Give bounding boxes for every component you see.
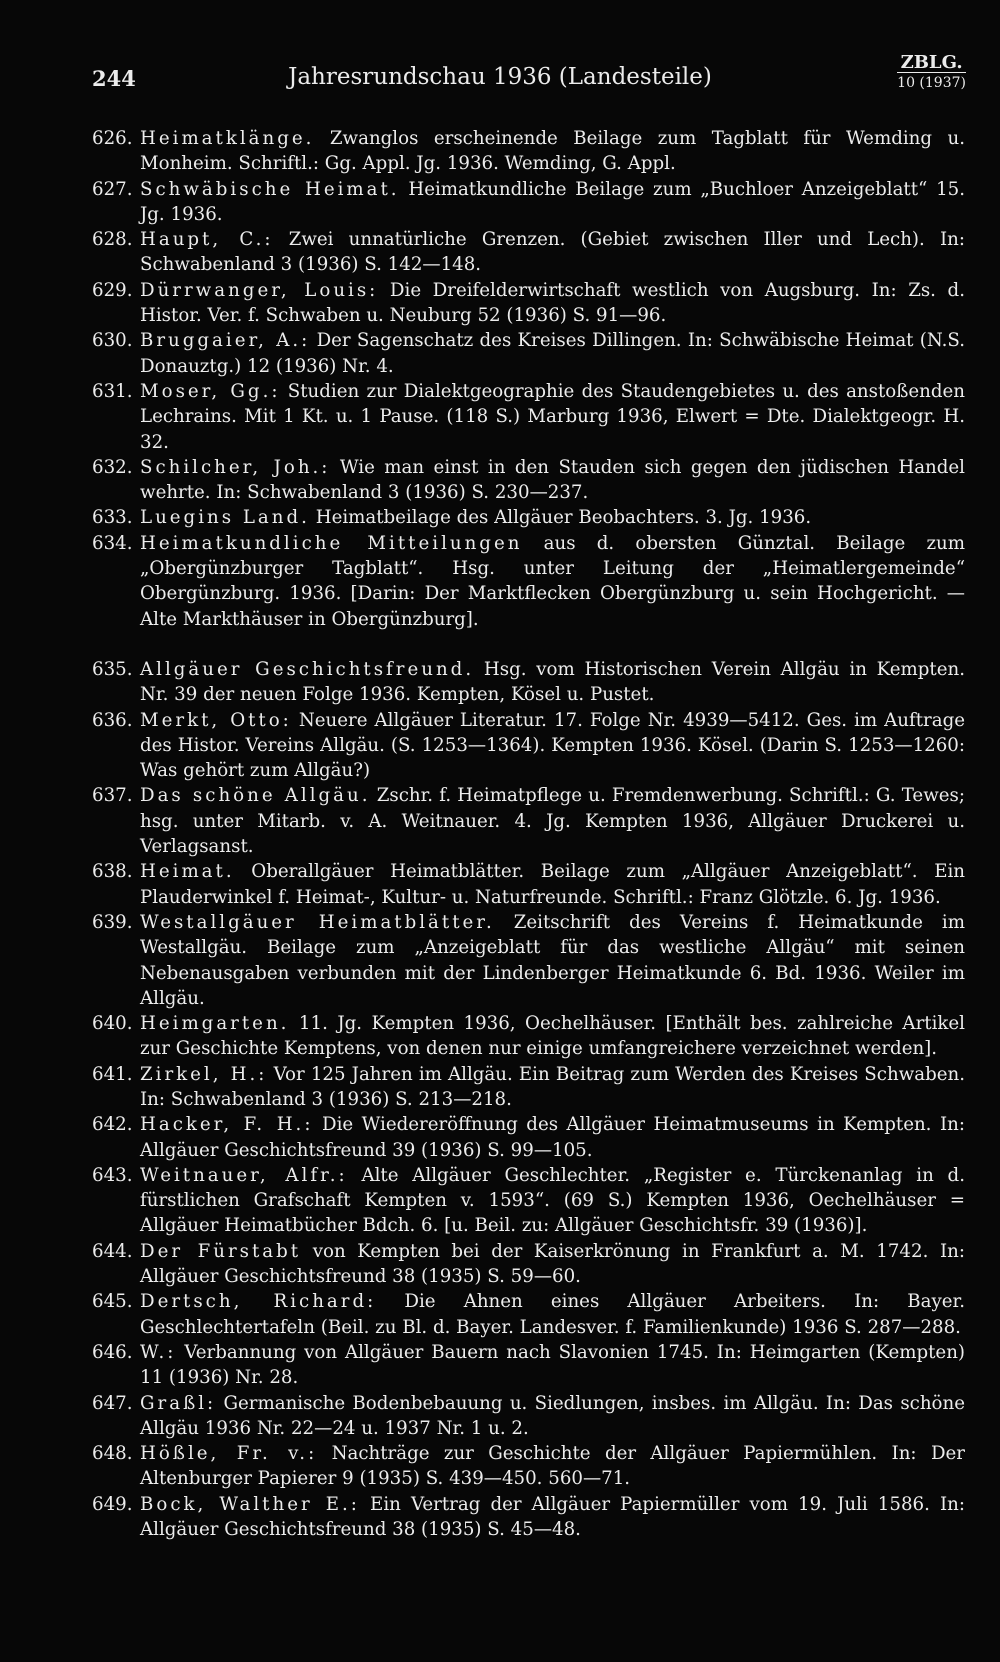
entry-number: 632. xyxy=(92,456,133,478)
bibliography-entry-642 xyxy=(92,1112,965,1163)
entry-text: Die Dreifelderwirtschaft westlich von Augsburg. In: Zs. d. Histor. Ver. f. Schwaben u. Neuburg 52 (1936) S. 91—96. xyxy=(140,279,965,327)
entry-text: aus d. obersten Günztal. Beilage zum „Obergünzburger Tagblatt“. Hsg. unter Leitung der „Heimatlergemeinde“ Obergünzburg. 1936. [Darin: Der Marktflecken Obergünzburg u. sein Hochgericht. — Alte Markthäuser in Obergünzburg]. xyxy=(140,532,965,630)
entry-number: 648. xyxy=(92,1443,133,1465)
entry-number: 646. xyxy=(92,1341,133,1363)
entry-keyword: Westallgäuer Heimatblätter. xyxy=(140,911,495,933)
entry-number: 634. xyxy=(92,532,133,554)
entry-text: Neuere Allgäuer Literatur. 17. Folge Nr. 4939—5412. Ges. im Auftrage des Histor. Vereins Allgäu. (S. 1253—1364). Kempten 1936. Kösel. (Darin S. 1253—1260: Was gehört zum Allgäu?) xyxy=(140,709,966,782)
entry-keyword: Graßl: xyxy=(140,1392,217,1414)
bibliography-entry-631 xyxy=(92,379,965,455)
entry-keyword: Das schöne Allgäu. xyxy=(140,785,371,807)
entry-number: 633. xyxy=(92,507,133,529)
entry-keyword: Hacker, F. H.: xyxy=(140,1114,314,1136)
entry-number: 649. xyxy=(92,1493,133,1515)
bibliography-entry-632 xyxy=(92,455,965,506)
running-title: Jahresrundschau 1936 (Landesteile) xyxy=(288,64,712,90)
entry-text: 11. Jg. Kempten 1936, Oechelhäuser. [Enthält bes. zahlreiche Artikel zur Geschichte Kemptens, von denen nur einige umfangreichere verzeichnet werden]. xyxy=(140,1013,965,1060)
entry-number: 637. xyxy=(92,785,133,807)
entry-text: Der Sagenschatz des Kreises Dillingen. In: Schwäbische Heimat (N.S. Donauztg.) 12 (1936) Nr. 4. xyxy=(140,330,965,377)
entry-text: Nachträge zur Geschichte der Allgäuer Papiermühlen. In: Der Altenburger Papierer 9 (1935) S. 439—450. 560—71. xyxy=(140,1443,965,1490)
entry-keyword: Merkt, Otto: xyxy=(140,709,292,731)
entry-keyword: Bock, Walther E.: xyxy=(140,1493,360,1515)
entry-keyword: Bruggaier, A.: xyxy=(140,330,311,352)
entry-number: 638. xyxy=(92,861,133,883)
entry-keyword: Heimgarten. xyxy=(140,1013,290,1035)
entry-number: 639. xyxy=(92,911,133,933)
bibliography-entry-645 xyxy=(92,1289,965,1340)
entry-number: 626. xyxy=(92,128,133,149)
bibliography-entry-627 xyxy=(92,177,965,228)
entry-text: Germanische Bodenbebauung u. Siedlungen, insbes. im Allgäu. In: Das schöne Allgäu 1936 Nr. 22—24 u. 1937 Nr. 1 u. 2. xyxy=(140,1392,965,1439)
bibliography-entry-649 xyxy=(92,1492,965,1543)
entry-keyword: Heimat. xyxy=(140,861,235,883)
entry-text: Oberallgäuer Heimatblätter. Beilage zum „Allgäuer Anzeigeblatt“. Ein Plauderwinkel f. Heimat-, Kultur- u. Naturfreunde. Schriftl.: Franz Glötzle. 6. Jg. 1936. xyxy=(140,861,965,908)
page-header xyxy=(0,52,1000,102)
bibliography-entry-635 xyxy=(92,657,965,708)
bibliography-entry-637 xyxy=(92,783,965,859)
entry-number: 640. xyxy=(92,1013,133,1035)
entry-keyword: Weitnauer, Alfr.: xyxy=(140,1164,348,1186)
bibliography-entry-638 xyxy=(92,859,965,910)
entry-keyword: Allgäuer Geschichtsfreund. xyxy=(140,658,475,680)
journal-abbreviation: ZBLG. xyxy=(900,52,963,73)
page-number: 244 xyxy=(92,66,136,91)
entry-number: 643. xyxy=(92,1164,133,1186)
entry-keyword: Moser, Gg.: xyxy=(140,380,281,402)
entry-number: 644. xyxy=(92,1240,133,1262)
bibliography-entry-633 xyxy=(92,505,965,530)
bibliography-entry-644 xyxy=(92,1239,965,1290)
entry-number: 636. xyxy=(92,709,133,731)
bibliography-entry-639 xyxy=(92,910,965,1011)
entry-keyword: Der Fürstabt xyxy=(140,1240,302,1262)
entry-text: von Kempten bei der Kaiserkrönung in Frankfurt a. M. 1742. In: Allgäuer Geschichtsfreund 38 (1935) S. 59—60. xyxy=(140,1240,965,1288)
entry-text: Heimatkundliche Beilage zum „Buchloer Anzeigeblatt“ 15. Jg. 1936. xyxy=(140,178,965,225)
entry-text: Vor 125 Jahren im Allgäu. Ein Beitrag zum Werden des Kreises Schwaben. In: Schwabenland 3 (1936) S. 213—218. xyxy=(140,1063,965,1110)
bibliography-list xyxy=(92,126,965,1542)
bibliography-entry-629 xyxy=(92,278,965,329)
bibliography-entry-646 xyxy=(92,1340,965,1391)
entry-keyword: W.: xyxy=(140,1341,177,1363)
journal-signature xyxy=(897,54,966,92)
entry-keyword: Haupt, C.: xyxy=(140,229,274,251)
entry-text: Hsg. vom Historischen Verein Allgäu in Kempten. Nr. 39 der neuen Folge 1936. Kempten, Kösel u. Pustet. xyxy=(140,658,965,706)
entry-text: Zeitschrift des Vereins f. Heimatkunde im Westallgäu. Beilage zum „Anzeigeblatt für das westliche Allgäu“ mit seinen Nebenausgaben verbunden mit der Lindenberger Heimatkunde 6. Bd. 1936. Weiler im Allgäu. xyxy=(140,911,965,1009)
entry-number: 642. xyxy=(92,1114,133,1136)
entry-keyword: Dertsch, Richard: xyxy=(140,1291,377,1313)
bibliography-entry-641 xyxy=(92,1062,965,1113)
entry-text: Die Wiedereröffnung des Allgäuer Heimatmuseums in Kempten. In: Allgäuer Geschichtsfreund 39 (1936) S. 99—105. xyxy=(140,1114,965,1161)
entry-number: 647. xyxy=(92,1392,133,1414)
bibliography-entry-636 xyxy=(92,708,965,784)
entry-text: Verbannung von Allgäuer Bauern nach Slavonien 1745. In: Heimgarten (Kempten) 11 (1936) Nr. 28. xyxy=(140,1341,965,1389)
entry-text: Studien zur Dialektgeographie des Staudengebietes u. des anstoßenden Lechrains. Mit 1 Kt. u. 1 Pause. (118 S.) Marburg 1936, Elwert = Dte. Dialektgeogr. H. 32. xyxy=(140,380,965,453)
entry-number: 629. xyxy=(92,279,133,301)
entry-number: 630. xyxy=(92,330,133,352)
entry-keyword: Zirkel, H.: xyxy=(140,1063,268,1085)
bibliography-entry-634 xyxy=(92,531,965,632)
bibliography-entry-643 xyxy=(92,1163,965,1239)
entry-text: Zwanglos erscheinende Beilage zum Tagblatt für Wemding u. Monheim. Schriftl.: Gg. Appl. Jg. 1936. Wemding, G. Appl. xyxy=(140,128,965,175)
entry-number: 627. xyxy=(92,178,133,200)
entry-text: Die Ahnen eines Allgäuer Arbeiters. In: Bayer. Geschlechtertafeln (Beil. zu Bl. d. Bayer. Landesver. f. Familienkunde) 1936 S. 287—288. xyxy=(140,1291,965,1338)
entry-keyword: Heimatklänge. xyxy=(140,128,315,149)
entry-keyword: Schwäbische Heimat. xyxy=(140,178,400,200)
entry-keyword: Schilcher, Joh.: xyxy=(140,456,331,478)
entry-text: Wie man einst in den Stauden sich gegen den jüdischen Handel wehrte. In: Schwabenland 3 (1936) S. 230—237. xyxy=(140,456,965,504)
entry-number: 635. xyxy=(92,658,133,680)
entry-text: Heimatbeilage des Allgäuer Beobachters. 3. Jg. 1936. xyxy=(315,507,812,529)
entry-number: 641. xyxy=(92,1063,133,1085)
entry-keyword: Luegins Land. xyxy=(140,507,310,529)
bibliography-entry-628 xyxy=(92,227,965,278)
bibliography-entry-630 xyxy=(92,328,965,379)
entry-keyword: Dürrwanger, Louis: xyxy=(140,279,379,301)
entry-number: 645. xyxy=(92,1291,133,1313)
entry-text: Zwei unnatürliche Grenzen. (Gebiet zwischen Iller und Lech). In: Schwabenland 3 (1936) S. 142—148. xyxy=(140,229,966,276)
bibliography-entry-647 xyxy=(92,1391,965,1442)
bibliography-entry-640 xyxy=(92,1011,965,1062)
entry-keyword: Hößle, Fr. v.: xyxy=(140,1443,318,1465)
journal-volume: 10 (1937) xyxy=(897,72,966,92)
entry-number: 628. xyxy=(92,229,133,251)
bibliography-entry-648 xyxy=(92,1441,965,1492)
entry-number: 631. xyxy=(92,380,133,402)
entry-keyword: Heimatkundliche Mitteilungen xyxy=(140,532,523,554)
entry-text: Ein Vertrag der Allgäuer Papiermüller vom 19. Juli 1586. In: Allgäuer Geschichtsfreund 38 (1935) S. 45—48. xyxy=(140,1493,965,1541)
entry-text: Alte Allgäuer Geschlechter. „Register e. Türckenanlag in d. fürstlichen Grafschaft Kempten v. 1593“. (69 S.) Kempten 1936, Oechelhäuser = Allgäuer Heimatbücher Bdch. 6. [u. Beil. zu: Allgäuer Geschichtsfr. 39 (1936)]. xyxy=(140,1164,965,1237)
bibliography-entry-626 xyxy=(92,126,965,177)
entry-text: Zschr. f. Heimatpflege u. Fremdenwerbung. Schriftl.: G. Tewes; hsg. unter Mitarb. v. A. Weitnauer. 4. Jg. Kempten 1936, Allgäuer Druckerei u. Verlagsanst. xyxy=(140,785,965,858)
